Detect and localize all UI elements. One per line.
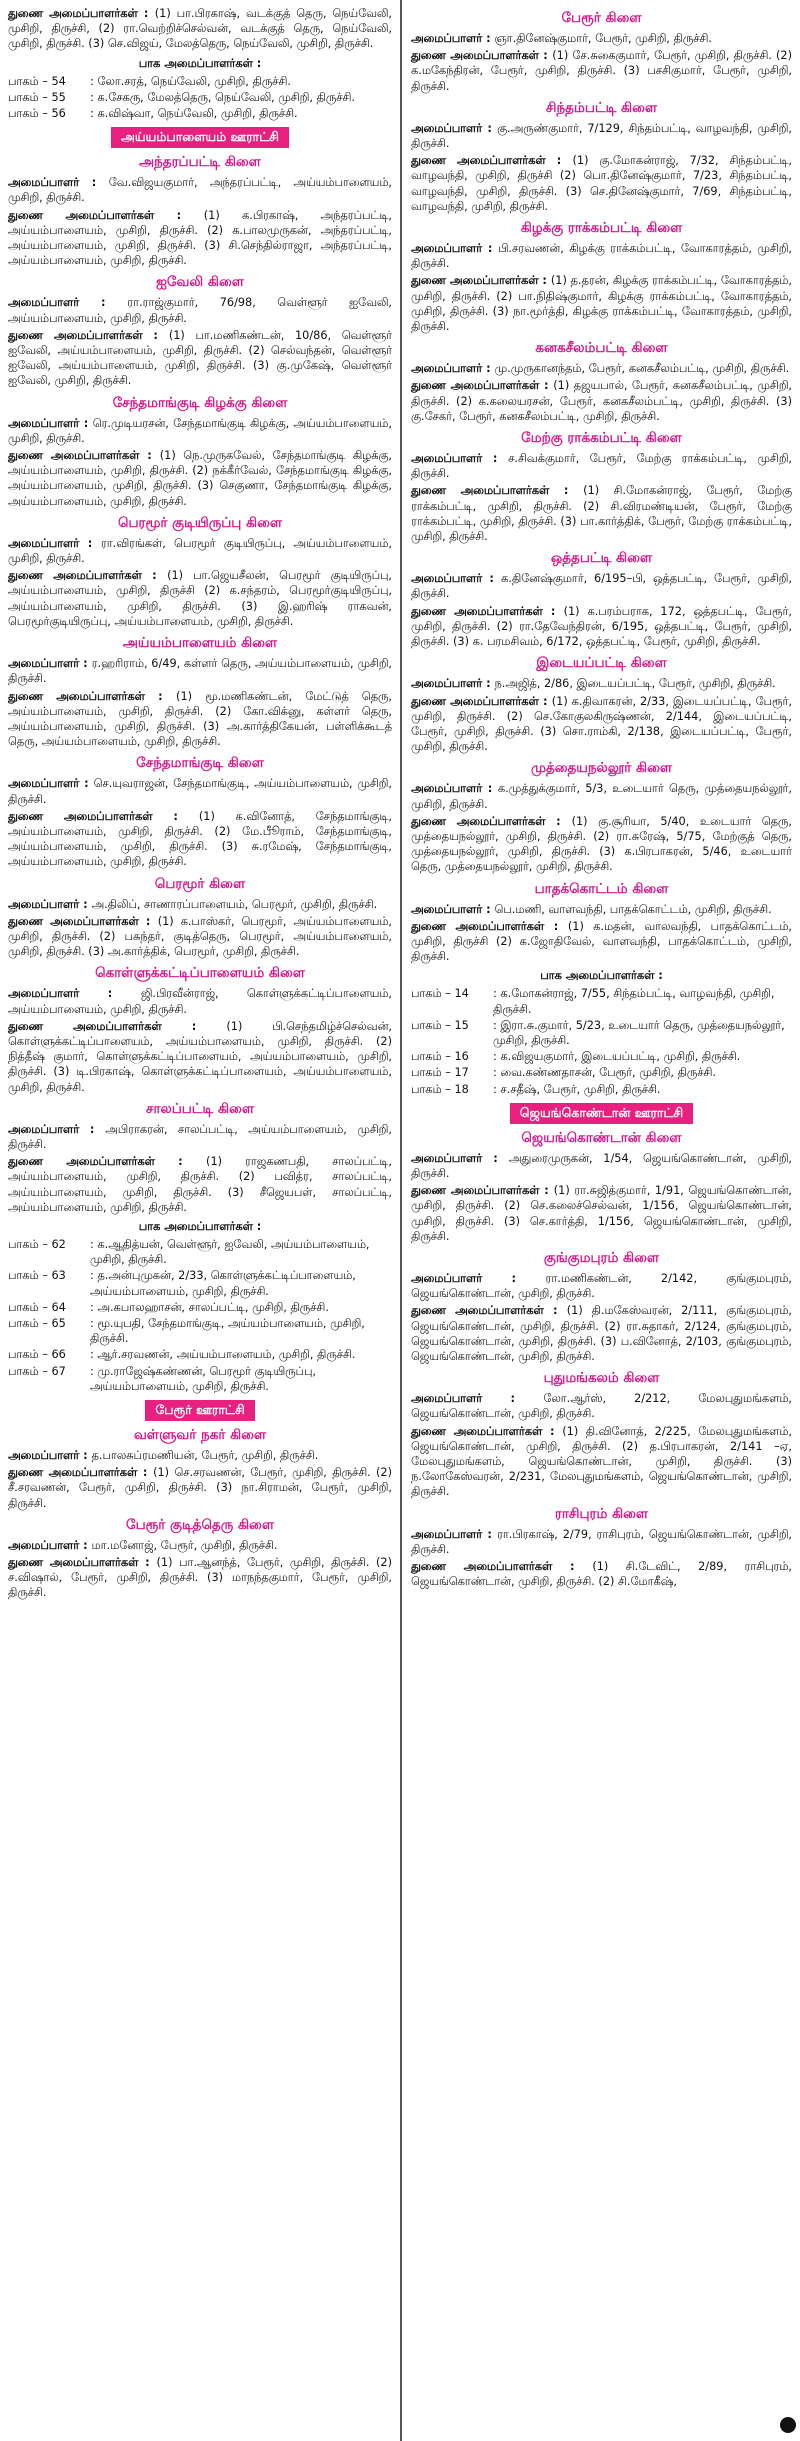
panchayat-banner: பேரூர் ஊராட்சி	[145, 1400, 254, 1421]
ward-number: பாகம் – 66	[8, 1348, 66, 1362]
organiser-names: ஜி.பிரவீன்ராஜ், கொள்ளுக்கட்டிப்பாளையம், அய்யம்பாளையம், முசிறி, திருச்சி.	[8, 987, 393, 1016]
ward-number: பாகம் – 16	[411, 1050, 469, 1064]
ward-number: பாகம் – 15	[411, 1018, 469, 1032]
ward-entry	[8, 1347, 392, 1362]
role-label: அமைப்பாளர் :	[8, 416, 93, 430]
role-label: துணை அமைப்பாளர்கள் :	[8, 809, 199, 823]
ward-organiser: : த.அன்புமுகன், 2/33, கொள்ளுக்கட்டிப்பாளையம், அய்யம்பாளையம், முசிறி, திருச்சி.	[90, 1269, 356, 1298]
ward-organisers-heading: பாக அமைப்பாளர்கள் :	[138, 1219, 262, 1233]
organiser-names: வே.விஜயகுமார், அந்தரப்பட்டி, அய்யம்பாளையம், முசிறி, திருச்சி.	[8, 176, 393, 205]
ward-entry	[8, 1237, 392, 1267]
organiser-entry	[411, 902, 792, 917]
ward-number: பாகம் – 56	[8, 107, 66, 121]
ward-entry	[8, 1268, 392, 1298]
role-label: துணை அமைப்பாளர்கள் :	[411, 1304, 567, 1318]
organiser-entry	[411, 1271, 792, 1301]
role-label: அமைப்பாளர் :	[411, 242, 499, 256]
branch-title: கொள்ளுக்கட்டிப்பாளையம் கிளை	[95, 965, 305, 982]
role-label: துணை அமைப்பாளர்கள் :	[411, 919, 568, 933]
role-label: அமைப்பாளர் :	[411, 121, 498, 135]
role-label: அமைப்பாளர் :	[411, 362, 495, 376]
branch-title: பெரமூர் குடியிருப்பு கிளை	[117, 514, 283, 531]
panchayat-banner: அய்யம்பாளையம் ஊராட்சி	[111, 127, 289, 148]
organiser-entry	[8, 1465, 392, 1511]
organiser-entry	[411, 241, 792, 271]
organiser-entry	[8, 656, 392, 686]
ward-entry	[8, 1316, 392, 1346]
organiser-names: (1) சி.டேவிட், 2/89, ராசிபுரம், ஜெயங்கொண்டான், முசிறி, திருச்சி. (2) சி.மோகீஷ்,	[411, 1560, 792, 1589]
organiser-names: (1) தி.மகேஸ்வரன், 2/111, குங்குமபுரம், ஜெயங்கொண்டான், முசிறி, திருச்சி. (2) ரா.சுதாகர், 2/124, குங்குமபுரம், ஜெயங்கொண்டான், முசிறி, திருச்சி. (3) ப.வினோத், 2/103, குங்குமபுரம், ஜெயங்கொண்டான், முசிறி, திருச்சி.	[411, 1304, 793, 1363]
organiser-names: ச.சிவக்குமார், பேரூர், மேற்கு ராக்கம்பட்டி, முசிறி, திருச்சி.	[411, 452, 792, 481]
organiser-names: (1) நெ.முருகவேல், சேந்தமாங்குடி கிழக்கு, அய்யம்பாளையம், முசிறி, திருச்சி. (2) நக்கீர்வேல், சேந்தமாங்குடி கிழக்கு, அய்யம்பாளையம், முசிறி, திருச்சி. (3) செகுணா, சேந்தமாங்குடி கிழக்கு, அய்யம்பாளையம், முசிறி, திருச்சி.	[8, 449, 392, 508]
role-label: அமைப்பாளர் :	[8, 296, 128, 310]
ward-organiser: : க.மோகன்ராஜ், 7/55, சிந்தம்பட்டி, வாழவந்தி, முசிறி, திருச்சி.	[493, 987, 775, 1016]
ward-number: பாகம் – 62	[8, 1237, 66, 1251]
organiser-entry	[411, 1424, 792, 1500]
role-label: துணை அமைப்பாளர்கள் :	[8, 689, 177, 703]
ward-entry	[411, 1049, 792, 1064]
organiser-names: (1) க.மதன், வாலவந்தி, பாதக்கொட்டம், முசிறி, திருச்சி (2) க.ஜோதிவேல், வாளவந்தி, பாதக்கொட்டம், முசிறி, திருச்சி.	[411, 919, 792, 964]
organiser-names: (1) க.திவாகரன், 2/33, இடையப்பட்டி, பேரூர், முசிறி, திருச்சி. (2) செ.கோகுலகிருஷ்ணன், 2/144, இடையப்பட்டி, பேரூர், முசிறி, திருச்சி. (3) சொ.ராம்கி, 2/138, இடையப்பட்டி, பேரூர், முசிறி, திருச்சி.	[411, 694, 792, 754]
organiser-entry	[411, 153, 792, 214]
organiser-entry	[411, 694, 792, 755]
ward-organiser: : க.சேகரு, மேலத்தெரு, நெய்வேலி, முசிறி, திருச்சி.	[90, 90, 355, 104]
branch-title: ஜெயங்கொண்டான் கிளை	[521, 1129, 682, 1146]
role-label: துணை அமைப்பாளர்கள் :	[411, 814, 572, 828]
organiser-entry	[411, 121, 792, 151]
ward-number: பாகம் – 64	[8, 1300, 66, 1314]
right-column	[403, 0, 800, 2441]
ward-entry	[8, 1364, 392, 1394]
role-label: துணை அமைப்பாளர்கள் :	[8, 449, 160, 463]
organiser-entry	[8, 809, 392, 870]
organiser-entry	[8, 986, 392, 1016]
organiser-entry	[411, 1559, 792, 1589]
organiser-entry	[8, 208, 392, 269]
ward-entry	[411, 1082, 792, 1097]
ward-entry	[8, 90, 392, 105]
branch-title: மேற்கு ராக்கம்பட்டி கிளை	[521, 430, 682, 447]
ward-organiser: : லோ.சரத், நெய்வேலி, முசிறி, திருச்சி.	[90, 74, 291, 88]
organiser-names: ர.ஹரிராம், 6/49, கள்ளர் தெரு, அய்யம்பாளையம், முசிறி, திருச்சி.	[8, 657, 393, 686]
ward-number: பாகம் – 63	[8, 1269, 66, 1283]
branch-title: சாலப்பட்டி கிளை	[145, 1100, 255, 1117]
branch-title: இடையப்பட்டி கிளை	[536, 655, 667, 672]
role-label: அமைப்பாளர் :	[8, 657, 92, 671]
organiser-entry	[8, 776, 392, 806]
organiser-entry	[411, 676, 792, 691]
organiser-names: (1) க.பாஸ்கர், பெரமூர், அய்யம்பாளையம், முசிறி, திருச்சி. (2) பசுந்தர், குடித்தெரு, பெரமூர், அய்யம்பாளையம், முசிறி, திருச்சி. (3) அ.கார்த்திக், பெரமூர், முசிறி, திருச்சி.	[8, 914, 392, 959]
ward-number: பாகம் – 55	[8, 90, 66, 104]
organiser-entry	[8, 1538, 392, 1553]
organiser-names: (1) க.பிரகாஷ், அந்தரப்பட்டி, அய்யம்பாளையம், முசிறி, திருச்சி. (2) க.பாலமுருகன், அந்தரப்பட்டி, அய்யம்பாளையம், முசிறி, திருச்சி. (3) சி.செந்தில்ராஜா, அந்தரப்பட்டி, அய்யம்பாளையம், முசிறி, திருச்சி.	[8, 208, 392, 268]
organiser-entry	[411, 378, 792, 424]
organiser-names: செ.யுவராஜன், சேந்தமாங்குடி, அய்யம்பாளையம், முசிறி, திருச்சி.	[8, 777, 392, 806]
organiser-entry	[411, 814, 792, 875]
panchayat-banner: ஜெயங்கொண்டான் ஊராட்சி	[510, 1103, 693, 1124]
organiser-names: ரெ.முடியரசன், சேந்தமாங்குடி கிழக்கு, அய்யம்பாளையம், முசிறி, திருச்சி.	[8, 416, 392, 445]
organiser-entry	[411, 31, 792, 46]
organiser-names: (1) பி.செந்தமிழ்ச்செல்வன், கொள்ளுக்கட்டிப்பாளையம், அய்யம்பாளையம், முசிறி, திருச்சி. (2) நித்தீஷ் குமார், கொள்ளுக்கட்டிப்பாளையம், அய்யம்பாளையம், முசிறி, திருச்சி. (3) டி.பிரகாஷ், கொள்ளுக்கட்டிப்பாளையம், அய்யம்பாளையம், முசிறி, திருச்சி.	[8, 1019, 392, 1094]
role-label: துணை அமைப்பாளர்கள் :	[411, 274, 551, 288]
branch-title: அந்தரப்பட்டி கிளை	[139, 154, 261, 171]
branch-title: வள்ளுவர் நகர் கிளை	[133, 1427, 267, 1444]
organiser-entry	[8, 897, 392, 912]
organiser-names: ரா.ராஜ்குமார், 76/98, வெள்ளூர் ஐவேலி, அய்யம்பாளையம், முசிறி, திருச்சி.	[8, 296, 392, 325]
organiser-names: (1) சே.சுகைகுமார், பேரூர், முசிறி, திருச்சி. (2) க.மகேந்திரன், பேரூர், முசிறி, திருச்சி. (3) பசசிகுமார், பேரூர், முசிறி, திருச்சி.	[411, 49, 792, 93]
organiser-entry	[411, 361, 792, 376]
page-corner-mark	[780, 2417, 796, 2433]
organiser-names: ரா.மணிகண்டன், 2/142, குங்குமபுரம், ஜெயங்கொண்டான், முசிறி, திருச்சி.	[411, 1271, 793, 1301]
role-label: துணை அமைப்பாளர்கள் :	[411, 1424, 563, 1438]
branch-title: முத்தையநல்லூர் கிளை	[530, 760, 673, 777]
ward-entry	[411, 1065, 792, 1080]
ward-entry	[411, 986, 792, 1016]
branch-title: ராசிபுரம் கிளை	[554, 1505, 649, 1522]
organiser-names: (1) த.தரன், கிழக்கு ராக்கம்பட்டி, வோகாரத்தம், முசிறி, திருச்சி. (2) பா.நிதிஷ்குமார், கிழக்கு ராக்கம்பட்டி, வோகாரத்தம், முசிறி, திருச்சி. (3) நா.மூர்த்தி, கிழக்கு ராக்கம்பட்டி, வோகாரத்தம், முசிறி, திருச்சி.	[411, 274, 792, 334]
organiser-entry	[8, 1448, 392, 1463]
role-label: அமைப்பாளர் :	[8, 1449, 92, 1463]
ward-organiser: : ச.சதீஷ், பேரூர், முசிறி, திருச்சி.	[493, 1082, 661, 1096]
branch-title: பேரூர் கிளை	[561, 10, 642, 26]
role-label: அமைப்பாளர் :	[8, 897, 92, 911]
role-label: துணை அமைப்பாளர்கள் :	[8, 1556, 157, 1570]
organiser-entry	[8, 568, 392, 629]
organiser-names: (1) பா.மணிகண்டன், 10/86, வெள்ளூர் ஐவேலி, அய்யம்பாளையம், முசிறி, திருச்சி. (2) செல்வந்தன், வெள்ளூர் ஐவேலி, அய்யம்பாளையம், முசிறி, திருச்சி. (3) கு.முகேஷ், வெள்ளூர் ஐவேலி, முசிறி, திருச்சி.	[8, 328, 392, 388]
role-label: துணை அமைப்பாளர்கள் :	[8, 914, 158, 928]
branch-title: கிழக்கு ராக்கம்பட்டி கிளை	[520, 220, 683, 237]
organiser-entry	[8, 416, 392, 446]
organiser-entry	[411, 604, 792, 650]
ward-organiser: : அ.கபாலஹாசன், சாலப்பட்டி, முசிறி, திருச்சி.	[90, 1300, 329, 1314]
role-label: துணை அமைப்பாளர்கள் :	[411, 604, 564, 618]
ward-number: பாகம் – 67	[8, 1364, 66, 1378]
role-label: அமைப்பாளர் :	[8, 1538, 92, 1552]
ward-organisers-heading: பாக அமைப்பாளர்கள் :	[540, 969, 663, 983]
role-label: அமைப்பாளர் :	[8, 176, 109, 190]
branch-title: பேரூர் குடித்தெரு கிளை	[125, 1516, 275, 1533]
organiser-entry	[8, 914, 392, 960]
ward-number: பாகம் – 14	[411, 987, 469, 1001]
branch-title: ஐவேலி கிளை	[156, 274, 244, 291]
organiser-entry	[8, 689, 392, 750]
branch-title: அய்யம்பாளையம் கிளை	[122, 635, 278, 652]
organiser-names: (1) பா.பிரகாஷ், வடக்குத் தெரு, நெய்வேலி, முசிறி, திருச்சி, (2) ரா.வெற்றிச்செல்வன், வடக்குத் தெரு, நெய்வேலி, முசிறி, திருச்சி. (3) செ.விஜய், மேலத்தெரு, நெய்வேலி, முசிறி, திருச்சி.	[8, 7, 392, 51]
organiser-names: மு.முருகானந்தம், பேரூர், கனகசீலம்பட்டி, முசிறி, திருச்சி.	[494, 362, 790, 376]
organiser-names: அபிராகரன், சாலப்பட்டி, அய்யம்பாளையம், முசிறி, திருச்சி.	[8, 1122, 392, 1151]
organiser-names: க.தினேஷ்குமார், 6/195–பி, ஒத்தபட்டி, பேரூர், முசிறி, திருச்சி.	[411, 572, 792, 601]
role-label: அமைப்பாளர் :	[411, 677, 495, 691]
role-label: துணை அமைப்பாளர்கள் :	[411, 154, 573, 168]
role-label: அமைப்பாளர் :	[411, 32, 495, 45]
organiser-entry	[8, 1122, 392, 1152]
organiser-entry	[8, 1154, 392, 1215]
organiser-entry	[8, 1019, 392, 1095]
role-label: துணை அமைப்பாளர்கள் :	[411, 484, 584, 498]
branch-title: குங்குமபுரம் கிளை	[543, 1249, 660, 1266]
role-label: துணை அமைப்பாளர்கள் :	[8, 328, 169, 342]
ward-number: பாகம் – 65	[8, 1317, 66, 1330]
organiser-names: (1) பா.ஆனந்த், பேரூர், முசிறி, திருச்சி. (2) ச.விஷால், பேரூர், முசிறி, திருச்சி. (3) மாநந்தகுமார், பேரூர், முசிறி, திருச்சி.	[8, 1556, 392, 1600]
organiser-entry	[411, 1303, 792, 1364]
ward-organiser: : மூ.யுபதி, சேந்தமாங்குடி, அய்யம்பாளையம், முசிறி, திருச்சி.	[90, 1317, 365, 1346]
role-label: அமைப்பாளர் :	[411, 1271, 546, 1285]
role-label: துணை அமைப்பாளர்கள் :	[411, 49, 553, 63]
branch-title: சிந்தம்பட்டி கிளை	[545, 99, 658, 116]
role-label: துணை அமைப்பாளர்கள் :	[411, 694, 552, 708]
ward-organiser: : இரா.சு.குமார், 5/23, உடையார் தெரு, முத்தையநல்லூர், முசிறி, திருச்சி.	[493, 1018, 785, 1047]
role-label: துணை அமைப்பாளர்கள் :	[8, 569, 168, 583]
branch-title: பெரமூர் கிளை	[154, 875, 246, 892]
organiser-names: (1) கு.சூரியா, 5/40, உடையார் தெரு, முத்தையநல்லூர், முசிறி, திருச்சி. (2) ரா.சுரேஷ், 5/75, மேற்குத் தெரு, முத்தையநல்லூர், முசிறி, திருச்சி. (3) க.பிரபாகரன், 5/46, உடையார் தெரு, முத்தையநல்லூர், முசிறி, திருச்சி.	[411, 814, 792, 874]
organiser-names: (1) க.பரம்பராக, 172, ஒத்தபட்டி, பேரூர், முசிறி, திருச்சி. (2) ரா.தேவேந்திரன், 6/195, ஒத்தபட்டி, பேரூர், முசிறி, திருச்சி. (3) க. பரமசிவம், 6/172, ஒத்தபட்டி, பேரூர், முசிறி, திருச்சி.	[411, 604, 792, 649]
organiser-entry	[8, 1555, 392, 1601]
ward-entry	[8, 74, 392, 89]
branch-title: சேந்தமாங்குடி கிழக்கு கிளை	[112, 394, 288, 411]
organiser-entry	[411, 781, 792, 811]
column-divider	[400, 0, 402, 2441]
ward-entry	[411, 1018, 792, 1048]
ward-organiser: : க.விஜயகுமார், இடையப்பட்டி, முசிறி, திருச்சி.	[493, 1050, 741, 1064]
organiser-names: அ.திலிப், சாணாரப்பாளையம், பெரமூர், முசிறி, திருச்சி.	[91, 897, 378, 911]
role-label: அமைப்பாளர் :	[411, 782, 498, 796]
organiser-names: (1) தி.வினோத், 2/225, மேலபுதுமங்களம், ஜெயங்கொண்டான், முசிறி, திருச்சி. (2) த.பிரபாகரன், 2/141 –ஏ, மேலபுதுமங்களம், ஜெயங்கொண்டான், முசிறி, திருச்சி. (3) ந.லோகேஸ்வரன், 2/231, மேலபுதுமங்களம், ஜெயங்கொண்டான், முசிறி, திருச்சி.	[411, 1424, 792, 1499]
ward-number: பாகம் – 17	[411, 1066, 469, 1080]
ward-organiser: : ஆர்.சரவணன், அய்யம்பாளையம், முசிறி, திருச்சி.	[90, 1348, 356, 1362]
organiser-entry	[8, 175, 392, 205]
organiser-entry	[411, 483, 792, 544]
role-label: துணை அமைப்பாளர்கள் :	[411, 1184, 554, 1198]
ward-number: பாகம் – 18	[411, 1082, 469, 1096]
role-label: அமைப்பாளர் :	[411, 902, 495, 916]
organiser-entry	[411, 1151, 792, 1181]
organiser-entry	[411, 48, 792, 94]
role-label: அமைப்பாளர் :	[411, 572, 502, 586]
ward-organiser: : மு.ராஜேஷ்கண்ணன், பெரமூர் குடியிருப்பு, அய்யம்பாளையம், முசிறி, திருச்சி.	[90, 1364, 316, 1393]
ward-entry	[8, 106, 392, 121]
role-label: அமைப்பாளர் :	[411, 452, 509, 466]
ward-number: பாகம் – 54	[8, 74, 66, 88]
role-label: அமைப்பாளர் :	[411, 1392, 544, 1406]
organiser-names: த.பாலசுப்ரமணியன், பேரூர், முசிறி, திருச்சி.	[91, 1449, 319, 1463]
organiser-names: (1) க.வினோத், சேந்தமாங்குடி, அய்யம்பாளையம், முசிறி, திருச்சி. (2) மே.பூீராம், சேந்தமாங்குடி, அய்யம்பாளையம், முசிறி, திருச்சி. (3) சு.ரமேஷ், சேந்தமாங்குடி, அய்யம்பாளையம், முசிறி, திருச்சி.	[8, 809, 392, 869]
role-label: அமைப்பாளர் :	[8, 1122, 106, 1136]
organiser-entry	[411, 273, 792, 334]
ward-organiser: : க.விஷ்வா, நெய்வேலி, முசிறி, திருச்சி.	[90, 107, 298, 121]
organiser-names: லோ.ஆர்ஸ், 2/212, மேலபுதுமங்களம், ஜெயங்கொண்டான், முசிறி, திருச்சி.	[411, 1392, 792, 1421]
role-label: துணை அமைப்பாளர்கள் :	[411, 1560, 593, 1574]
organiser-entry	[8, 6, 392, 52]
organiser-names: ஞா.தினேஷ்குமார், பேரூர், முசிறி, திருச்சி.	[494, 32, 712, 45]
organiser-entry	[411, 571, 792, 601]
organiser-names: மா.மனோஜ், பேரூர், முசிறி, திருச்சி.	[91, 1538, 278, 1552]
role-label: அமைப்பாளர் :	[411, 1527, 498, 1541]
organiser-entry	[8, 536, 392, 566]
organiser-names: (1) பா.ஜெயசீலன், பெரமூர் குடியிருப்பு, அய்யம்பாளையம், முசிறி, திருச்சி (2) க.சந்தரம், பெரமூர்குடியிருப்பு, அய்யம்பாளையம், முசிறி, திருச்சி. (3) இ.ஹரிஷ் ராகவன், பெரமூர்குடியிருப்பு, அய்யம்பாளையம், முசிறி, திருச்சி.	[8, 569, 393, 628]
branch-title: ஒத்தபட்டி கிளை	[550, 550, 653, 567]
organiser-names: கு.அருண்குமார், 7/129, சிந்தம்பட்டி, வாழவந்தி, முசிறி, திருச்சி.	[411, 121, 792, 151]
organiser-entry	[8, 295, 392, 325]
organiser-names: (1) செ.சரவணன், பேரூர், முசிறி, திருச்சி. (2) சீ.சரவணன், பேரூர், முசிறி, திருச்சி. (3) நா.சிராமன், பேரூர், முசிறி, திருச்சி.	[8, 1466, 392, 1510]
role-label: துணை அமைப்பாளர்கள் :	[8, 7, 155, 20]
ward-organiser: : வை.கண்ணதாசன், பேரூர், முசிறி, திருச்சி.	[493, 1066, 716, 1080]
organiser-names: (1) மூ.மணிகண்டன், மேட்டுத் தெரு, அய்யம்பாளையம், முசிறி, திருச்சி. (2) கோ.விக்னு, கள்ளர் தெரு, அய்யம்பாளையம், முசிறி, திருச்சி. (3) அ.கார்த்திகேயன், பள்ளிக்கூடத் தெரு, அய்யம்பாளையம், முசிறி, திருச்சி.	[8, 689, 392, 749]
organiser-entry	[8, 328, 392, 389]
organiser-names: ரா.பிரகாஷ், 2/79, ராசிபுரம், ஜெயங்கொண்டான், முசிறி, திருச்சி.	[411, 1527, 793, 1556]
organiser-names: பி.சரவணன், கிழக்கு ராக்கம்பட்டி, வோகாரத்தம், முசிறி, திருச்சி.	[411, 242, 792, 271]
branch-title: புதுமங்கலம் கிளை	[543, 1370, 660, 1387]
organiser-names: (1) ரா.சுஜித்குமார், 1/91, ஜெயங்கொண்டான், முசிறி, திருச்சி. (2) செ.கலைச்செல்வன், 1/156, ஜெயங்கொண்டான், முசிறி, திருச்சி. (3) செ.கார்த்தி, 1/156, ஜெயங்கொண்டான், முசிறி, திருச்சி.	[411, 1184, 793, 1243]
ward-entry	[8, 1300, 392, 1315]
organiser-names: (1) சி.மோகன்ராஜ், பேரூர், மேற்கு ராக்கம்பட்டி, முசிறி, திருச்சி. (2) சி.விரமண்டியன், பேரூர், மேற்கு ராக்கம்பட்டி, முசிறி, திருச்சி. (3) பா.கார்த்திக், பேரூர், மேற்கு ராக்கம்பட்டி, முசிறி, திருச்சி.	[411, 484, 792, 544]
role-label: அமைப்பாளர் :	[8, 777, 94, 791]
ward-organiser: : க.ஆதித்யன், வெள்ளூர், ஐவேலி, அய்யம்பாளையம், முசிறி, திருச்சி.	[90, 1237, 370, 1267]
organiser-names: அதுரைமுருகன், 1/54, ஜெயங்கொண்டான், முசிறி, திருச்சி.	[411, 1151, 792, 1180]
organiser-names: ந.அஜித், 2/86, இடையப்பட்டி, பேரூர், முசிறி, திருச்சி.	[494, 677, 776, 691]
organiser-entry	[411, 1391, 792, 1421]
branch-title: சேந்தமாங்குடி கிளை	[136, 755, 264, 772]
organiser-names: (1) ராஜகணபதி, சாலப்பட்டி, அய்யம்பாளையம், முசிறி, திருச்சி. (2) பவித்ர, சாலப்பட்டி, அய்யம்பாளையம், முசிறி, திருச்சி. (3) சீஜெயபள், சாலப்பட்டி, அய்யம்பாளையம், முசிறி, திருச்சி.	[8, 1155, 392, 1214]
role-label: அமைப்பாளர் :	[8, 987, 141, 1001]
organiser-names: பெ.மணி, வாளவந்தி, பாதக்கொட்டம், முசிறி, திருச்சி.	[494, 902, 772, 916]
role-label: துணை அமைப்பாளர்கள் :	[8, 208, 204, 222]
role-label: அமைப்பாளர் :	[8, 536, 101, 550]
organiser-entry	[411, 451, 792, 481]
organiser-entry	[8, 448, 392, 509]
organiser-names: (1) கு.மோகன்ராஜ், 7/32, சிந்தம்பட்டி, வாழவந்தி, முசிறி, திருச்சி (2) பொ.தினேஷ்குமார், 7/23, சிந்தம்பட்டி, வாழவந்தி, முசிறி, திருச்சி. (3) செ.தினேஷ்குமார், 7/69, சிந்தம்பட்டி, வாழவந்தி, முசிறி, திருச்சி.	[411, 154, 792, 213]
role-label: அமைப்பாளர் :	[411, 1151, 509, 1165]
role-label: துணை அமைப்பாளர்கள் :	[8, 1155, 207, 1169]
organiser-names: (1) தஜயபால், பேரூர், கனகசீலம்பட்டி, முசிறி, திருச்சி. (2) க.கலையரசன், பேரூர், கனகசீலம்பட்டி, முசிறி, திருச்சி. (3) கு.சேகர், பேரூர், கனகசீலம்பட்டி, முசிறி, திருச்சி.	[411, 379, 793, 423]
organiser-names: ரா.விரங்கள், பெரமூர் குடியிருப்பு, அய்யம்பாளையம், முசிறி, திருச்சி.	[8, 536, 393, 566]
branch-title: பாதக்கொட்டம் கிளை	[534, 880, 669, 897]
organiser-entry	[411, 1183, 792, 1244]
branch-title: கனகசீலம்பட்டி கிளை	[535, 340, 668, 357]
role-label: துணை அமைப்பாளர்கள் :	[8, 1466, 154, 1480]
role-label: துணை அமைப்பாளர்கள் :	[411, 379, 554, 393]
organiser-entry	[411, 919, 792, 965]
organiser-entry	[411, 1527, 792, 1557]
ward-organisers-heading: பாக அமைப்பாளர்கள் :	[138, 56, 262, 70]
role-label: துணை அமைப்பாளர்கள் :	[8, 1019, 227, 1033]
organiser-names: க.முத்துக்குமார், 5/3, உடையார் தெரு, முத்தையநல்லூர், முசிறி, திருச்சி.	[411, 782, 793, 811]
